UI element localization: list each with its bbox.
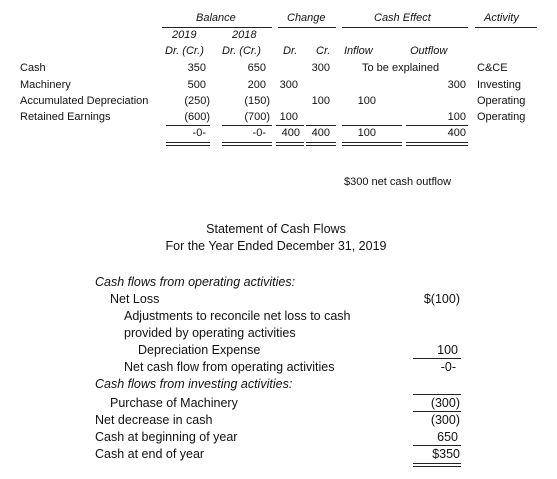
totals-double-underline-outflow (406, 142, 468, 146)
row-retained-activity: Operating (477, 111, 526, 123)
adjustments-line-1: Adjustments to reconcile net loss to cash (124, 309, 351, 323)
header-cash-effect: Cash Effect (374, 12, 431, 24)
row-machinery-outflow: 300 (447, 79, 466, 91)
totals-double-underline-dr (276, 142, 304, 146)
depreciation-underline (413, 358, 461, 359)
totals-underline-cr (306, 125, 336, 126)
row-accum-dep-2018: (150) (244, 95, 270, 107)
row-accum-dep-cr: 100 (311, 95, 330, 107)
statement-subtitle: For the Year Ended December 31, 2019 (165, 239, 387, 253)
cash-begin-value: 650 (437, 430, 458, 444)
row-accum-dep-inflow: 100 (357, 95, 376, 107)
row-machinery-activity: Investing (477, 79, 522, 91)
cash-end-value: $350 (432, 447, 460, 461)
totals-2019: -0- (192, 127, 206, 139)
totals-double-underline-2018 (222, 142, 272, 146)
header-change: Change (287, 12, 326, 24)
totals-underline-dr (276, 125, 304, 126)
cash-end-label: Cash at end of year (95, 447, 205, 461)
row-machinery-dr: 300 (279, 79, 298, 91)
row-machinery-2018: 200 (247, 79, 266, 91)
totals-outflow: 400 (447, 127, 466, 139)
investing-heading: Cash flows from investing activities: (95, 377, 293, 391)
row-retained-dr: 100 (279, 111, 298, 123)
row-retained-outflow: 100 (447, 111, 466, 123)
depreciation-label: Depreciation Expense (138, 343, 261, 357)
header-underline-balance (162, 27, 272, 28)
row-cash-activity: C&CE (477, 62, 508, 74)
header-activity: Activity (484, 12, 519, 24)
net-cash-outflow-note: $300 net cash outflow (344, 176, 452, 188)
totals-underline-2019 (166, 125, 210, 126)
totals-double-underline-inflow (342, 142, 402, 146)
row-machinery-2019: 500 (187, 79, 206, 91)
totals-double-underline-cr (306, 142, 336, 146)
purchase-machinery-value: (300) (430, 396, 460, 410)
row-retained-label: Retained Earnings (20, 111, 111, 123)
adjustments-line-2: provided by operating activities (124, 326, 296, 340)
row-accum-dep-activity: Operating (477, 95, 526, 107)
row-cash-2018: 650 (247, 62, 266, 74)
net-decrease-label: Net decrease in cash (95, 413, 213, 427)
header-underline-change (278, 27, 336, 28)
header-balance: Balance (196, 12, 236, 24)
header-dr-cr-2019: Dr. (Cr.) (165, 45, 204, 57)
row-cash-cr: 300 (311, 62, 330, 74)
header-underline-cash-effect (342, 27, 468, 28)
totals-2018: -0- (252, 127, 266, 139)
row-retained-2019: (600) (184, 111, 210, 123)
row-cash-label: Cash (20, 62, 46, 74)
row-accum-dep-2019: (250) (184, 95, 210, 107)
row-machinery-label: Machinery (20, 79, 71, 91)
net-loss-value: $(100) (423, 292, 460, 306)
cash-begin-label: Cash at beginning of year (95, 430, 238, 444)
purchase-underline (413, 411, 461, 412)
header-year-2018: 2018 (232, 29, 257, 41)
row-accum-dep-label: Accumulated Depreciation (20, 95, 149, 107)
header-outflow: Outflow (410, 45, 448, 57)
net-decrease-value: (300) (430, 413, 460, 427)
totals-underline-outflow (406, 125, 468, 126)
row-cash-to-be-explained: To be explained (362, 62, 440, 74)
cash-begin-underline (413, 445, 461, 446)
totals-underline-2018 (222, 125, 272, 126)
cash-end-double-underline (413, 463, 461, 467)
purchase-machinery-label: Purchase of Machinery (110, 396, 238, 410)
operating-heading: Cash flows from operating activities: (95, 275, 296, 289)
totals-dr: 400 (281, 127, 300, 139)
row-cash-2019: 350 (187, 62, 206, 74)
totals-cr: 400 (311, 127, 330, 139)
totals-inflow: 100 (357, 127, 376, 139)
header-cr: Cr. (316, 45, 331, 57)
purchase-overline (413, 394, 461, 395)
row-retained-2018: (700) (244, 111, 270, 123)
header-dr-cr-2018: Dr. (Cr.) (222, 45, 261, 57)
header-year-2019: 2019 (172, 29, 197, 41)
net-loss-label: Net Loss (110, 292, 160, 306)
header-underline-activity (475, 27, 537, 28)
totals-double-underline-2019 (166, 142, 210, 146)
statement-title: Statement of Cash Flows (206, 222, 346, 236)
header-inflow: Inflow (344, 45, 373, 57)
totals-underline-inflow (342, 125, 402, 126)
net-operating-label: Net cash flow from operating activities (124, 360, 335, 374)
header-dr: Dr. (283, 45, 298, 57)
net-operating-value: -0- (440, 360, 456, 374)
depreciation-value: 100 (437, 343, 458, 357)
